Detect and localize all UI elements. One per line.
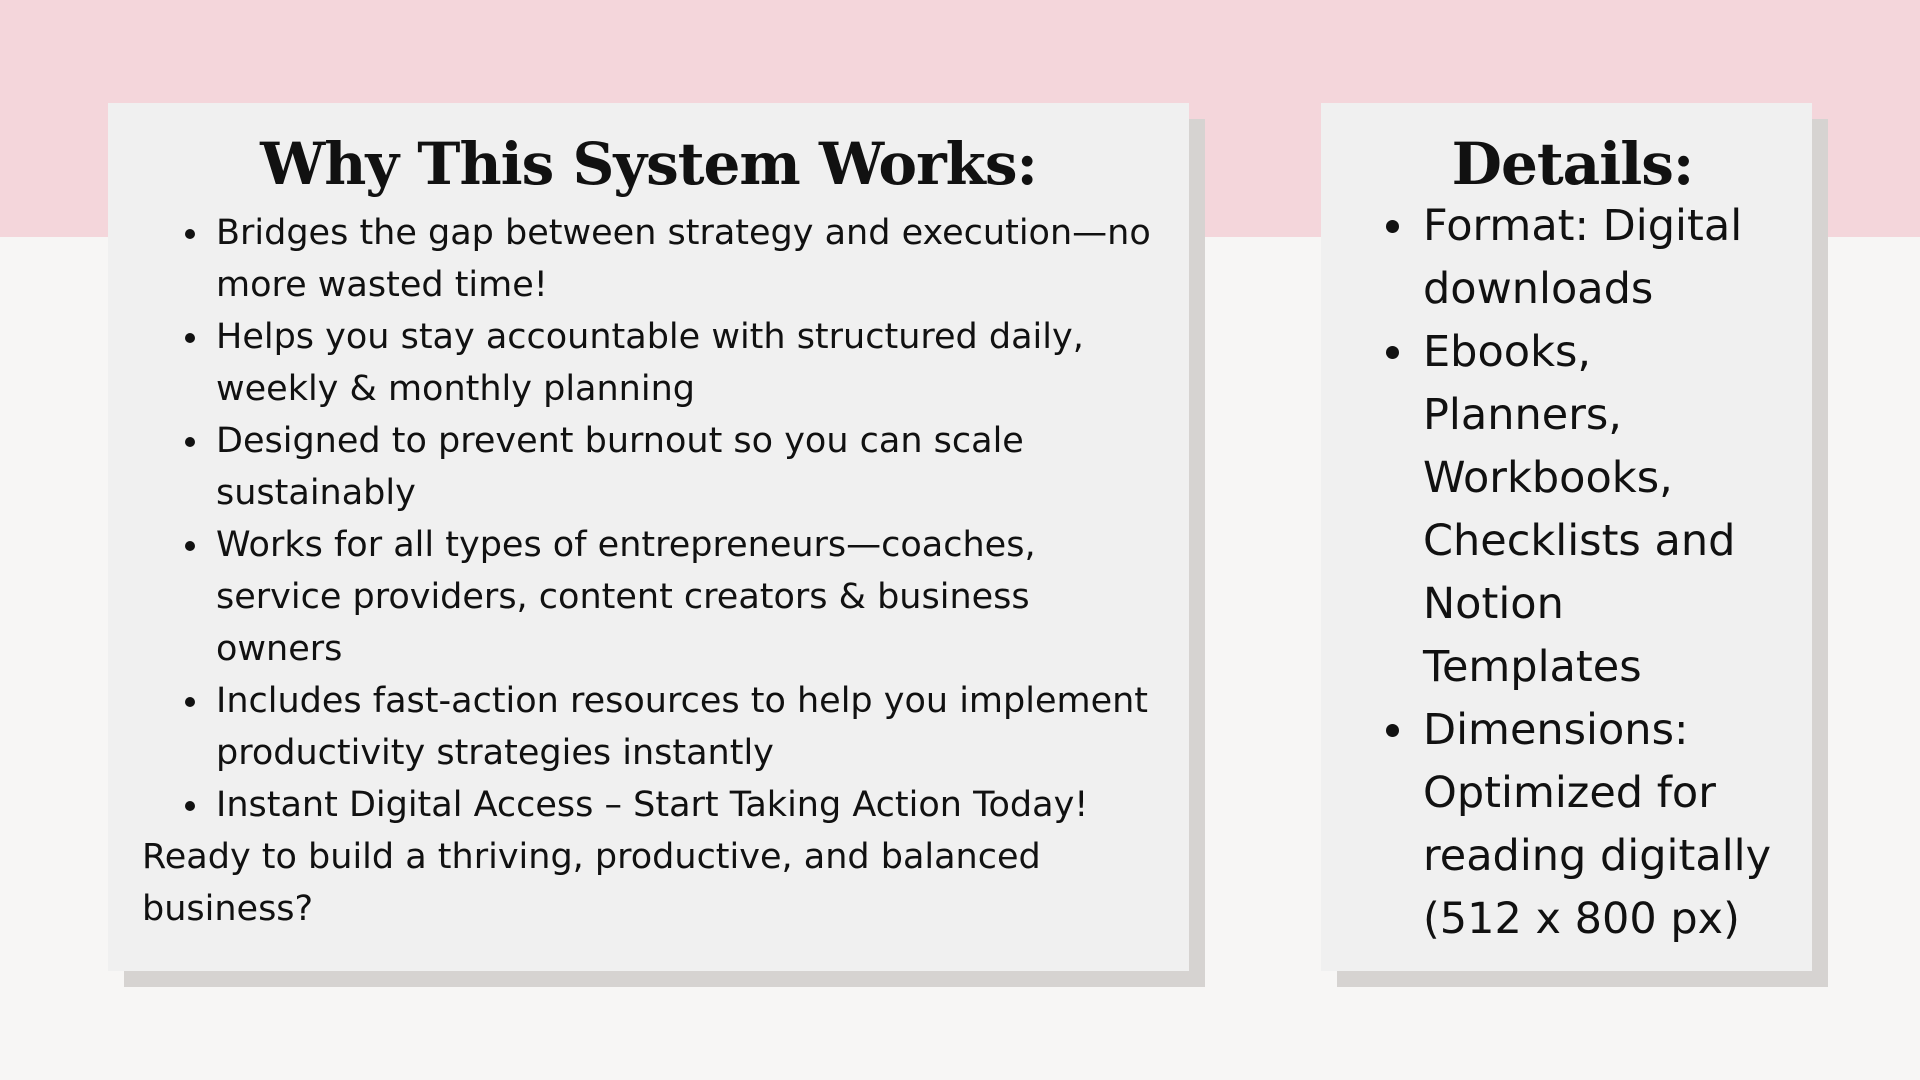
benefit-item: • Helps you stay accountable with structured daily, weekly & monthly planning — [212, 311, 1155, 415]
benefit-item: • Includes fast-action resources to help you implement productivity strategies instantly — [212, 675, 1155, 779]
details-title: Details: — [1451, 130, 1694, 198]
benefits-list — [142, 207, 1155, 831]
detail-item: • Ebooks, Planners, Workbooks, Checklists and Notion Templates — [1419, 321, 1794, 699]
why-system-works-title: Why This System Works: — [260, 130, 1037, 198]
benefit-item: • Designed to prevent burnout so you can scale sustainably — [212, 415, 1155, 519]
detail-item: • Format: Digital downloads — [1419, 195, 1794, 321]
benefit-item: • Works for all types of entrepreneurs—coaches, service providers, content creators & business owners — [212, 519, 1155, 675]
why-system-works-card — [108, 103, 1189, 971]
benefit-item: • Instant Digital Access – Start Taking Action Today! — [212, 779, 1155, 831]
details-card — [1321, 103, 1812, 971]
detail-item: • Dimensions: Optimized for reading digitally (512 x 800 px) — [1419, 699, 1794, 951]
closing-question: Ready to build a thriving, productive, and balanced business? — [142, 837, 1041, 929]
details-list — [1351, 195, 1794, 951]
benefit-item: • Bridges the gap between strategy and execution—no more wasted time! — [212, 207, 1155, 311]
